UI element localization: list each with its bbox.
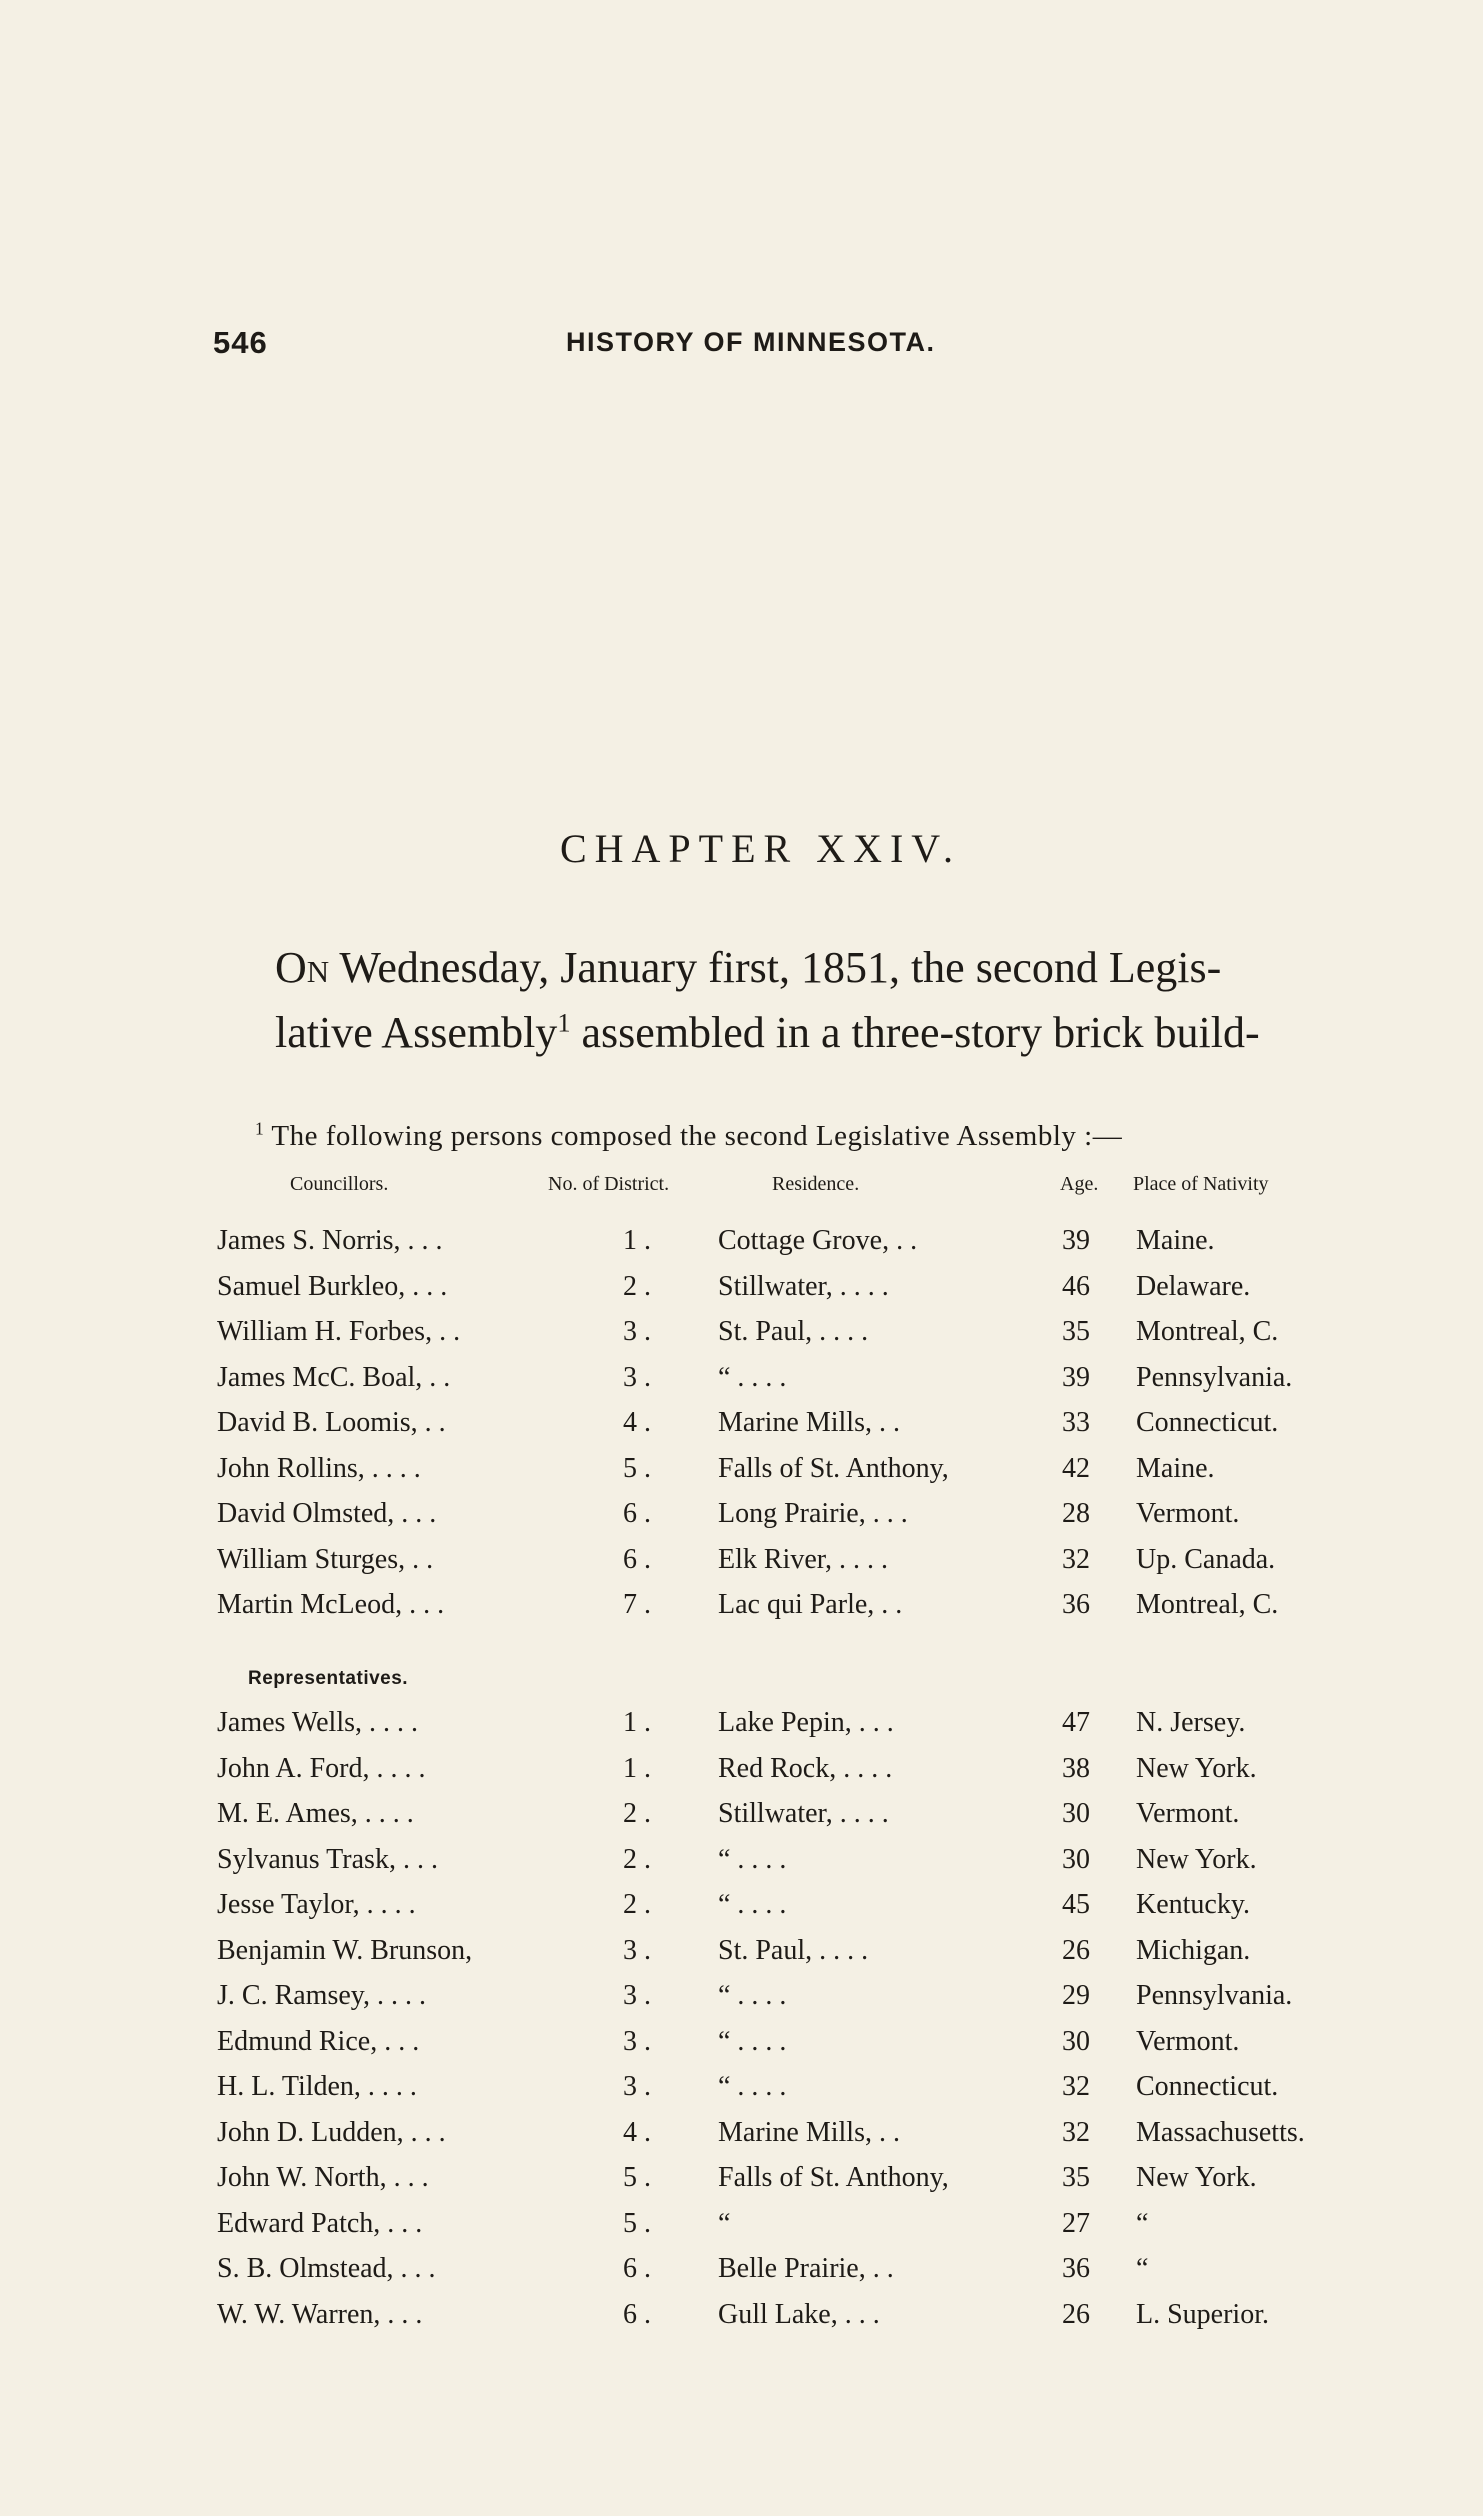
header-district: No. of District. — [548, 1173, 670, 1195]
age: 29 — [1062, 1980, 1090, 2011]
district-number: 5 . — [623, 2162, 651, 2193]
running-title: HISTORY OF MINNESOTA. — [566, 327, 936, 357]
place-of-nativity: “ — [1136, 2253, 1149, 2284]
residence: Red Rock, . . . . — [718, 1752, 893, 1784]
member-name: Sylvanus Trask, . . . — [217, 1843, 438, 1875]
district-number: 3 . — [623, 1980, 651, 2011]
residence: “ . . . . — [718, 1889, 787, 1920]
district-number: 5 . — [623, 1452, 651, 1484]
member-name: Edward Patch, . . . — [217, 2207, 423, 2239]
residence: “ . . . . — [718, 1361, 787, 1393]
place-of-nativity: Maine. — [1136, 1452, 1215, 1484]
place-of-nativity: Vermont. — [1136, 2025, 1240, 2057]
district-number: 2 . — [623, 1270, 651, 1302]
place-of-nativity: Massachusetts. — [1136, 2116, 1305, 2148]
district-number: 1 . — [623, 1225, 651, 1256]
place-of-nativity: New York. — [1136, 2162, 1257, 2193]
residence: Lac qui Parle, . . — [718, 1589, 903, 1620]
member-name: John D. Ludden, . . . — [217, 2116, 446, 2148]
place-of-nativity: L. Superior. — [1136, 2298, 1269, 2330]
table-row — [0, 2026, 1483, 2071]
footnote-marker: 1 — [255, 1118, 265, 1139]
age: 30 — [1062, 2025, 1090, 2057]
place-of-nativity: New York. — [1136, 1843, 1257, 1875]
district-number: 1 . — [623, 1707, 651, 1738]
table-row — [0, 2299, 1483, 2344]
table-row — [0, 1544, 1483, 1589]
table-row — [0, 1707, 1483, 1752]
place-of-nativity: New York. — [1136, 1752, 1257, 1784]
header-councillors: Councillors. — [290, 1173, 389, 1195]
age: 46 — [1062, 1270, 1090, 1302]
residence: “ . . . . — [718, 1980, 787, 2011]
place-of-nativity: Montreal, C. — [1136, 1589, 1279, 1620]
age: 27 — [1062, 2207, 1090, 2239]
place-of-nativity: Kentucky. — [1136, 1889, 1251, 1920]
page-number: 546 — [213, 325, 268, 360]
member-name: Martin McLeod, . . . — [217, 1589, 445, 1620]
table-row — [0, 1498, 1483, 1543]
table-row — [0, 1753, 1483, 1798]
residence: Belle Prairie, . . — [718, 2253, 894, 2284]
chapter-title: CHAPTER XXIV. — [559, 826, 962, 871]
member-name: David Olmsted, . . . — [217, 1498, 437, 1529]
table-row — [0, 2253, 1483, 2298]
table-row — [0, 1589, 1483, 1634]
residence: Gull Lake, . . . — [718, 2298, 880, 2330]
residence: Marine Mills, . . — [718, 2116, 900, 2148]
member-name: John A. Ford, . . . . — [217, 1752, 426, 1784]
member-name: J. C. Ramsey, . . . . — [217, 1980, 426, 2011]
residence: Falls of St. Anthony, — [718, 2162, 949, 2193]
header-nativity: Place of Nativity — [1133, 1173, 1269, 1195]
district-number: 3 . — [623, 2071, 651, 2102]
residence: Long Prairie, . . . — [718, 1498, 908, 1529]
table-row — [0, 1362, 1483, 1407]
member-name: John W. North, . . . — [217, 2162, 429, 2193]
footnote-intro — [255, 1120, 1405, 1153]
place-of-nativity: Pennsylvania. — [1136, 1361, 1293, 1393]
age: 38 — [1062, 1752, 1090, 1784]
age: 26 — [1062, 1934, 1090, 1966]
district-number: 2 . — [623, 1843, 651, 1875]
age: 36 — [1062, 2253, 1090, 2284]
table-row — [0, 1935, 1483, 1980]
age: 28 — [1062, 1498, 1090, 1529]
residence: Elk River, . . . . — [718, 1543, 888, 1575]
footnote-reference: 1 — [557, 1007, 571, 1038]
age: 26 — [1062, 2298, 1090, 2330]
district-number: 4 . — [623, 1407, 651, 1438]
member-name: James McC. Boal, . . — [217, 1361, 451, 1393]
member-name: M. E. Ames, . . . . — [217, 1798, 414, 1829]
member-name: W. W. Warren, . . . — [217, 2298, 423, 2330]
member-name: Benjamin W. Brunson, — [217, 1934, 473, 1966]
table-row — [0, 1453, 1483, 1498]
district-number: 3 . — [623, 2025, 651, 2057]
district-number: 6 . — [623, 2298, 651, 2330]
residence: Stillwater, . . . . — [718, 1798, 889, 1829]
header-age: Age. — [1060, 1173, 1099, 1195]
table-row — [0, 1225, 1483, 1270]
place-of-nativity: Vermont. — [1136, 1498, 1240, 1529]
member-name: Samuel Burkleo, . . . — [217, 1270, 448, 1302]
district-number: 1 . — [623, 1752, 651, 1784]
header-residence: Residence. — [772, 1173, 860, 1195]
district-number: 3 . — [623, 1316, 651, 1347]
age: 32 — [1062, 2071, 1090, 2102]
table-row — [0, 2208, 1483, 2253]
lead-word: On — [275, 943, 330, 992]
line-2-end: assembled in a three-story brick build- — [570, 1008, 1260, 1057]
age: 47 — [1062, 1707, 1090, 1738]
table-row — [0, 1316, 1483, 1361]
table-row — [0, 1844, 1483, 1889]
district-number: 2 . — [623, 1798, 651, 1829]
age: 39 — [1062, 1225, 1090, 1256]
age: 39 — [1062, 1361, 1090, 1393]
place-of-nativity: Connecticut. — [1136, 1407, 1279, 1438]
member-name: S. B. Olmstead, . . . — [217, 2253, 436, 2284]
age: 33 — [1062, 1407, 1090, 1438]
column-headers — [0, 1173, 1483, 1203]
table-row — [0, 1798, 1483, 1843]
district-number: 6 . — [623, 1543, 651, 1575]
residence: “ — [718, 2207, 731, 2239]
residence: Marine Mills, . . — [718, 1407, 900, 1438]
district-number: 6 . — [623, 2253, 651, 2284]
representatives-label: Representatives. — [248, 1668, 409, 1689]
place-of-nativity: Pennsylvania. — [1136, 1980, 1293, 2011]
district-number: 3 . — [623, 1361, 651, 1393]
table-row — [0, 1271, 1483, 1316]
residence: St. Paul, . . . . — [718, 1316, 869, 1347]
age: 45 — [1062, 1889, 1090, 1920]
place-of-nativity: Up. Canada. — [1136, 1543, 1276, 1575]
table-row — [0, 2117, 1483, 2162]
district-number: 5 . — [623, 2207, 651, 2239]
member-name: William Sturges, . . — [217, 1543, 434, 1575]
member-name: William H. Forbes, . . — [217, 1316, 461, 1347]
opening-paragraph — [275, 935, 1365, 1065]
district-number: 4 . — [623, 2116, 651, 2148]
member-name: Jesse Taylor, . . . . — [217, 1889, 416, 1920]
residence: Lake Pepin, . . . — [718, 1707, 894, 1738]
district-number: 3 . — [623, 1934, 651, 1966]
member-name: James S. Norris, . . . — [217, 1225, 443, 1256]
table-row — [0, 2162, 1483, 2207]
footnote-text: The following persons composed the second Legislative Assembly :— — [264, 1120, 1123, 1152]
residence: Cottage Grove, . . — [718, 1225, 918, 1256]
residence: Stillwater, . . . . — [718, 1270, 889, 1302]
place-of-nativity: “ — [1136, 2207, 1149, 2239]
member-name: H. L. Tilden, . . . . — [217, 2071, 417, 2102]
residence: “ . . . . — [718, 2071, 787, 2102]
table-row — [0, 1980, 1483, 2025]
district-number: 7 . — [623, 1589, 651, 1620]
residence: “ . . . . — [718, 1843, 787, 1875]
age: 35 — [1062, 2162, 1090, 2193]
place-of-nativity: Delaware. — [1136, 1270, 1251, 1302]
age: 30 — [1062, 1843, 1090, 1875]
age: 35 — [1062, 1316, 1090, 1347]
age: 30 — [1062, 1798, 1090, 1829]
table-row — [0, 1889, 1483, 1934]
district-number: 6 . — [623, 1498, 651, 1529]
place-of-nativity: Vermont. — [1136, 1798, 1240, 1829]
member-name: James Wells, . . . . — [217, 1707, 418, 1738]
paragraph-line-1 — [275, 935, 1365, 1000]
table-row — [0, 1407, 1483, 1452]
age: 32 — [1062, 1543, 1090, 1575]
residence: St. Paul, . . . . — [718, 1934, 869, 1966]
line-1-text: Wednesday, January first, 1851, the second Legis- — [329, 943, 1222, 992]
age: 42 — [1062, 1452, 1090, 1484]
place-of-nativity: N. Jersey. — [1136, 1707, 1246, 1738]
member-name: John Rollins, . . . . — [217, 1452, 421, 1484]
member-name: Edmund Rice, . . . — [217, 2025, 420, 2057]
running-head — [213, 325, 1033, 365]
residence: Falls of St. Anthony, — [718, 1452, 949, 1484]
age: 36 — [1062, 1589, 1090, 1620]
place-of-nativity: Maine. — [1136, 1225, 1215, 1256]
residence: “ . . . . — [718, 2025, 787, 2057]
place-of-nativity: Montreal, C. — [1136, 1316, 1279, 1347]
paragraph-line-2 — [275, 1000, 1365, 1065]
place-of-nativity: Connecticut. — [1136, 2071, 1279, 2102]
member-name: David B. Loomis, . . — [217, 1407, 446, 1438]
district-number: 2 . — [623, 1889, 651, 1920]
place-of-nativity: Michigan. — [1136, 1934, 1251, 1966]
age: 32 — [1062, 2116, 1090, 2148]
table-row — [0, 2071, 1483, 2116]
line-2-start: lative Assembly — [275, 1008, 558, 1057]
